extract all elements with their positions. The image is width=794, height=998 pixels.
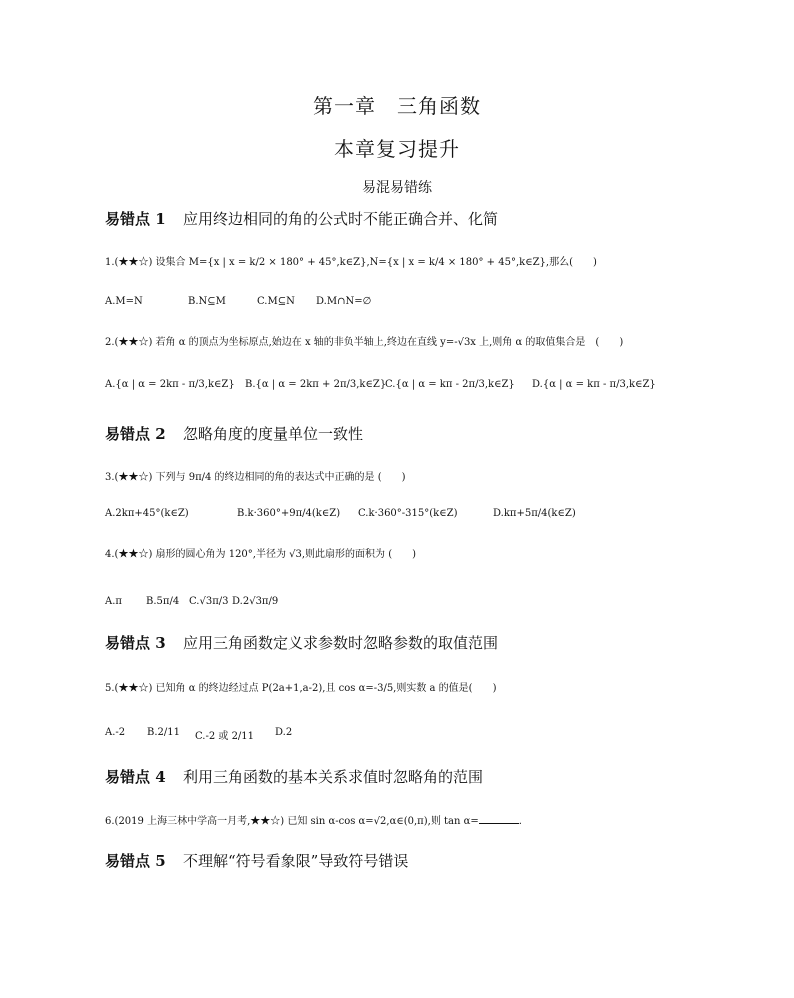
q3-option-c: C.k·360°-315°(k∈Z) <box>358 508 458 519</box>
q1-option-c: C.M⊆N <box>257 296 295 307</box>
section-title: 本章复习提升 <box>334 137 460 161</box>
pitfall-heading-5 <box>105 850 408 871</box>
pitfall-label: 易错点 5 <box>105 852 166 870</box>
question-2: 2.(★★☆) 若角 α 的顶点为坐标原点,始边在 x 轴的非负半轴上,终边在直线 y=-√3x 上,则角 α 的取值集合是 ( ) <box>105 337 624 348</box>
q5-option-b: B.2/11 <box>147 727 180 738</box>
q4-option-d: D.2√3π/9 <box>232 596 279 607</box>
q5-option-c: C.-2 或 2/11 <box>195 731 255 742</box>
q2-option-c: C.{α | α = kπ - 2π/3,k∈Z} <box>385 379 515 390</box>
q3-option-d: D.kπ+5π/4(k∈Z) <box>493 508 576 519</box>
pitfall-heading-2 <box>105 423 363 444</box>
pitfall-label: 易错点 4 <box>105 768 166 786</box>
q6-stem: 6.(2019 上海三林中学高一月考,★★☆) 已知 sin α-cos α=√2,α∈(0,π),则 tan α= <box>105 816 479 827</box>
pitfall-label: 易错点 3 <box>105 634 166 652</box>
q4-option-c: C.√3π/3 <box>189 596 229 607</box>
q2-option-a: A.{α | α = 2kπ - π/3,k∈Z} <box>105 379 235 390</box>
pitfall-text: 忽略角度的度量单位一致性 <box>183 425 364 443</box>
q1-mid: ,N= <box>366 257 387 268</box>
chapter-title: 第一章 三角函数 <box>313 94 481 118</box>
pitfall-label: 易错点 2 <box>105 425 166 443</box>
q5-option-d: D.2 <box>275 727 293 738</box>
pitfall-heading-3 <box>105 632 498 653</box>
question-1 <box>105 253 597 268</box>
question-6 <box>105 812 522 827</box>
pitfall-label: 易错点 1 <box>105 210 166 228</box>
q6-end: . <box>518 816 522 827</box>
q3-option-b: B.k·360°+9π/4(k∈Z) <box>237 508 341 519</box>
q1-suffix: ,那么( ) <box>545 257 597 268</box>
question-4: 4.(★★☆) 扇形的圆心角为 120°,半径为 √3,则此扇形的面积为 ( ) <box>105 549 417 560</box>
pitfall-text: 不理解“符号看象限”导致符号错误 <box>183 852 409 870</box>
q1-prefix: 1.(★★☆) 设集合 M= <box>105 257 208 268</box>
pitfall-heading-1 <box>105 208 498 229</box>
question-3: 3.(★★☆) 下列与 9π/4 的终边相同的角的表达式中正确的是 ( ) <box>105 472 406 483</box>
q2-option-b: B.{α | α = 2kπ + 2π/3,k∈Z} <box>245 379 387 390</box>
q4-option-a: A.π <box>105 596 122 607</box>
q1-option-d: D.M∩N=∅ <box>316 296 372 307</box>
question-5: 5.(★★☆) 已知角 α 的终边经过点 P(2a+1,a-2),且 cos α=-3/5,则实数 a 的值是( ) <box>105 683 497 694</box>
answer-blank <box>479 823 519 824</box>
q1-option-a: A.M=N <box>105 296 143 307</box>
pitfall-heading-4 <box>105 766 483 787</box>
q3-option-a: A.2kπ+45°(k∈Z) <box>105 508 189 519</box>
q1-set-m: {x | x = k/2 × 180° + 45°,k∈Z} <box>207 257 367 268</box>
pitfall-text: 应用三角函数定义求参数时忽略参数的取值范围 <box>183 634 499 652</box>
pitfall-text: 利用三角函数的基本关系求值时忽略角的范围 <box>183 768 484 786</box>
subtitle: 易混易错练 <box>362 180 432 196</box>
pitfall-text: 应用终边相同的角的公式时不能正确合并、化简 <box>183 210 499 228</box>
q5-option-a: A.-2 <box>105 727 126 738</box>
q4-option-b: B.5π/4 <box>146 596 180 607</box>
q1-set-n: {x | x = k/4 × 180° + 45°,k∈Z} <box>386 257 546 268</box>
q2-option-d: D.{α | α = kπ - π/3,k∈Z} <box>532 379 656 390</box>
q1-option-b: B.N⊆M <box>188 296 226 307</box>
